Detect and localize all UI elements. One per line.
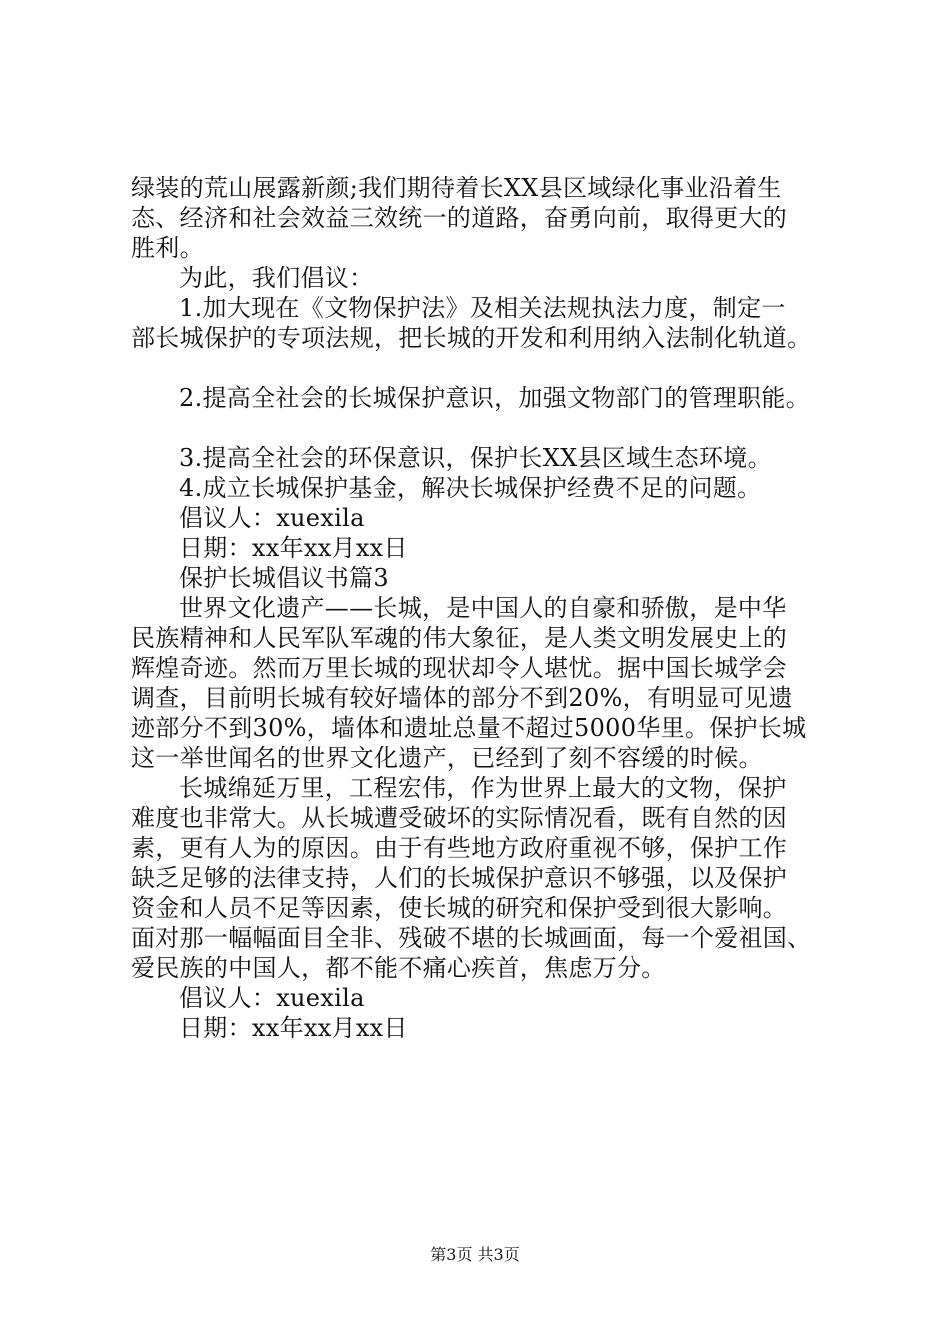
signature-date: 日期：xx年xx月xx日 xyxy=(179,1014,408,1042)
proposal-item-4: 4.成立长城保护基金，解决长城保护经费不足的问题。 xyxy=(179,474,762,502)
paragraph-line: 面对那一幅幅面目全非、残破不堪的长城画面，每一个爱祖国、 xyxy=(131,924,812,952)
proposal-intro: 为此，我们倡议： xyxy=(179,264,374,292)
paragraph-line: 素，更有人为的原因。由于有些地方政府重视不够，保护工作 xyxy=(131,834,788,862)
paragraph-line: 迹部分不到30%，墙体和遗址总量不超过5000华里。保护长城 xyxy=(131,714,807,742)
signature-proposer: 倡议人：xuexila xyxy=(179,984,365,1012)
page-footer: 第3页 共3页 xyxy=(430,1245,520,1264)
paragraph-line: 胜利。 xyxy=(131,234,204,262)
paragraph-line: 难度也非常大。从长城遭受破坏的实际情况看，既有自然的因 xyxy=(131,804,788,832)
proposal-item-1: 1.加大现在《文物保护法》及相关法规执法力度，制定一 xyxy=(179,294,786,322)
paragraph-line: 长城绵延万里，工程宏伟，作为世界上最大的文物，保护 xyxy=(179,774,787,802)
paragraph-line: 资金和人员不足等因素，使长城的研究和保护受到很大影响。 xyxy=(131,894,788,922)
proposal-item-3: 3.提高全社会的环保意识，保护长XX县区域生态环境。 xyxy=(179,444,772,472)
document-body xyxy=(131,173,831,1043)
paragraph-line: 绿装的荒山展露新颜;我们期待着长XX县区域绿化事业沿着生 xyxy=(131,174,782,202)
paragraph-line: 缺乏足够的法律支持，人们的长城保护意识不够强，以及保护 xyxy=(131,864,788,892)
paragraph-line: 世界文化遗产——长城，是中国人的自豪和骄傲，是中华 xyxy=(179,594,787,622)
spacer xyxy=(131,353,831,383)
paragraph-line: 这一举世闻名的世界文化遗产，已经到了刻不容缓的时候。 xyxy=(131,744,763,772)
spacer xyxy=(131,413,831,443)
paragraph-line: 调查，目前明长城有较好墙体的部分不到20%，有明显可见遗 xyxy=(131,684,793,712)
proposal-item-2: 2.提高全社会的长城保护意识，加强文物部门的管理职能。 xyxy=(179,384,810,412)
paragraph-line: 辉煌奇迹。然而万里长城的现状却令人堪忧。据中国长城学会 xyxy=(131,654,788,682)
paragraph-line: 态、经济和社会效益三效统一的道路，奋勇向前，取得更大的 xyxy=(131,204,788,232)
proposal-item-1-cont: 部长城保护的专项法规，把长城的开发和利用纳入法制化轨道。 xyxy=(131,324,812,352)
signature-proposer: 倡议人：xuexila xyxy=(179,504,365,532)
section-title: 保护长城倡议书篇3 xyxy=(179,564,389,592)
signature-date: 日期：xx年xx月xx日 xyxy=(179,534,408,562)
paragraph-line: 爱民族的中国人，都不能不痛心疾首，焦虑万分。 xyxy=(131,954,666,982)
paragraph-line: 民族精神和人民军队军魂的伟大象征，是人类文明发展史上的 xyxy=(131,624,788,652)
